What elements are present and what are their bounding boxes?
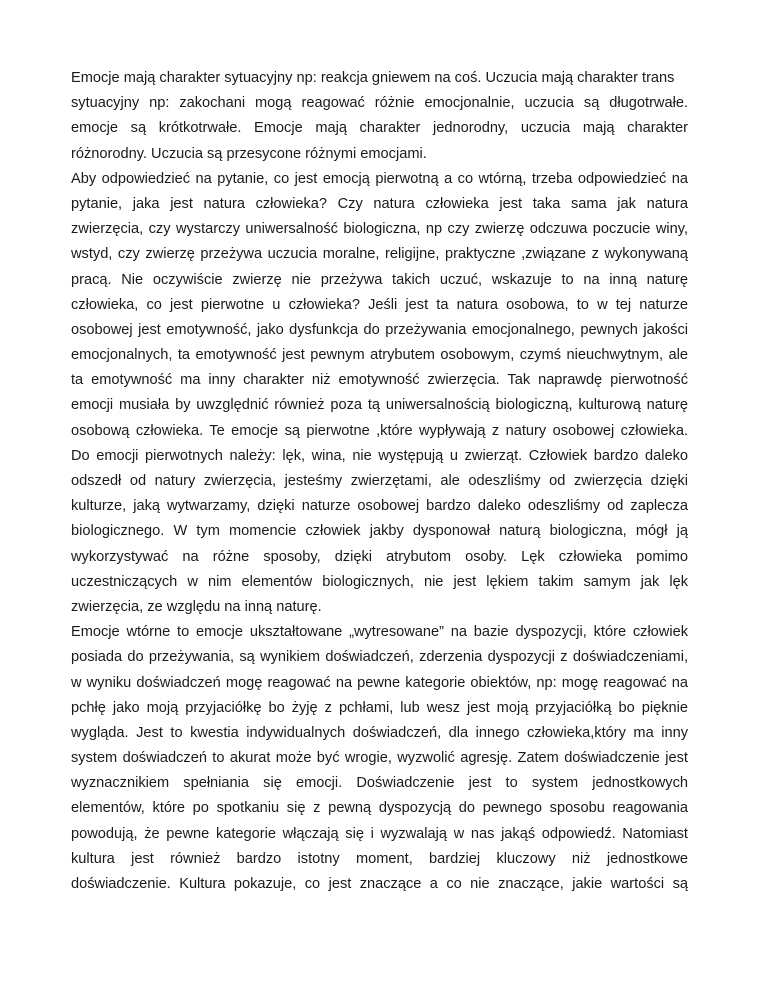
text-line: różnorodny. Uczucia są przesycone różnymi emocjami. xyxy=(71,145,427,162)
text-line: zwierzęcia, czy wystarczy uniwersalność biologiczna, np czy zwierzę odczuwa poczucie winy, xyxy=(71,221,688,238)
text-line: doświadczenie. Kultura pokazuje, co jest znaczące a co nie znaczące, jakie wartości są xyxy=(71,876,688,892)
text-line: pchłę jako moją przyjaciółkę bo żyję z pchłami, lub wesz jest moją przyjaciółką bo pięknie xyxy=(71,699,688,716)
text-line: kultura jest również bardzo istotny moment, bardziej kluczowy niż jednostkowe xyxy=(71,850,688,867)
text-line: Aby odpowiedzieć na pytanie, co jest emocją pierwotną a co wtórną, trzeba odpowiedzieć na xyxy=(71,170,688,187)
text-line: pracą. Nie oczywiście zwierzę nie przeżywa takich uczuć, wskazuje to na inną naturę xyxy=(71,271,688,288)
text-line: Do emocji pierwotnych należy: lęk, wina, nie występują u zwierząt. Człowiek bardzo daleko xyxy=(71,447,688,464)
text-line: uczestniczących w nim elementów biologicznych, nie jest lękiem takim samym jak lęk xyxy=(71,573,688,590)
text-line: człowieka, co jest pierwotne u człowieka? Jeśli jest ta natura osobowa, to w tej naturze xyxy=(71,296,688,313)
text-line: sytuacyjny np: zakochani mogą reagować różnie emocjonalnie, uczucia są długotrwałe. xyxy=(71,95,688,112)
text-line: odszedł od natury zwierzęcia, jesteśmy zwierzętami, ale odeszliśmy od zwierzęcia dzięki xyxy=(71,473,688,489)
text-line: w wyniku doświadczeń mogę reagować na pewne kategorie obiektów, np: mogę reagować na xyxy=(71,674,688,691)
text-line: biologicznego. W tym momencie człowiek jakby dysponował naturą biologiczna, mógł ją xyxy=(71,523,688,540)
text-line: system doświadczeń to akurat może być wrogie, wyzwolić agresję. Zatem doświadczenie jest xyxy=(71,750,688,767)
text-line: posiada do przeżywania, są wynikiem doświadczeń, zderzenia dyspozycji z doświadczeniami, xyxy=(71,649,688,666)
text-line: wyznacznikiem spełniania się emocji. Doświadczenie jest to system jednostkowych xyxy=(71,775,688,792)
text-line: ta emotywność ma inny charakter niż emotywność zwierzęcia. Tak naprawdę pierwotność xyxy=(71,372,688,389)
text-line: zwierzęcia, ze względu na inną naturę. xyxy=(71,598,322,615)
text-line: Emocje wtórne to emocje ukształtowane „wytresowane” na bazie dyspozycji, które człowiek xyxy=(71,624,688,641)
text-line: emocjonalnych, ta emotywność jest pewnym atrybutem osobowym, czymś nieuchwytnym, ale xyxy=(71,347,688,364)
text-line: powodują, że pewne kategorie włączają się i wyzwalają w nas jakąś odpowiedź. Natomiast xyxy=(71,825,688,842)
text-line: osobowej jest emotywność, jako dysfunkcja do przeżywania emocjonalnego, pewnych jakości xyxy=(71,321,688,338)
text-line: wstyd, czy zwierzę przeżywa uczucia moralne, religijne, praktyczne ,związane z wykonywaną xyxy=(71,246,688,263)
text-line: osobową człowieka. Te emocje są pierwotne ,które wypływają z natury osobowej człowieka. xyxy=(71,422,688,439)
document-page xyxy=(71,66,688,897)
text-line: emocji musiała by uwzględnić również poza tą uniwersalnością biologiczną, kulturową naturę xyxy=(71,397,688,414)
text-line: kulturze, jaką wytwarzamy, dzięki naturze osobowej bardzo daleko odeszliśmy od zaplecza xyxy=(71,498,688,515)
text-line: wygląda. Jest to kwestia indywidualnych doświadczeń, dla innego człowieka,który ma inny xyxy=(71,724,688,741)
text-line: emocje są krótkotrwałe. Emocje mają charakter jednorodny, uczucia mają charakter xyxy=(71,120,688,137)
text-line: pytanie, jaka jest natura człowieka? Czy natura człowieka jest taka sama jak natura xyxy=(71,195,688,212)
text-line: wykorzystywać na różne sposoby, dzięki atrybutom osoby. Lęk człowieka pomimo xyxy=(71,548,688,565)
text-line: elementów, które po spotkaniu się z pewną dyspozycją do pewnego sposobu reagowania xyxy=(71,800,688,817)
text-line: Emocje mają charakter sytuacyjny np: reakcja gniewem na coś. Uczucia mają charakter trans xyxy=(71,70,675,86)
